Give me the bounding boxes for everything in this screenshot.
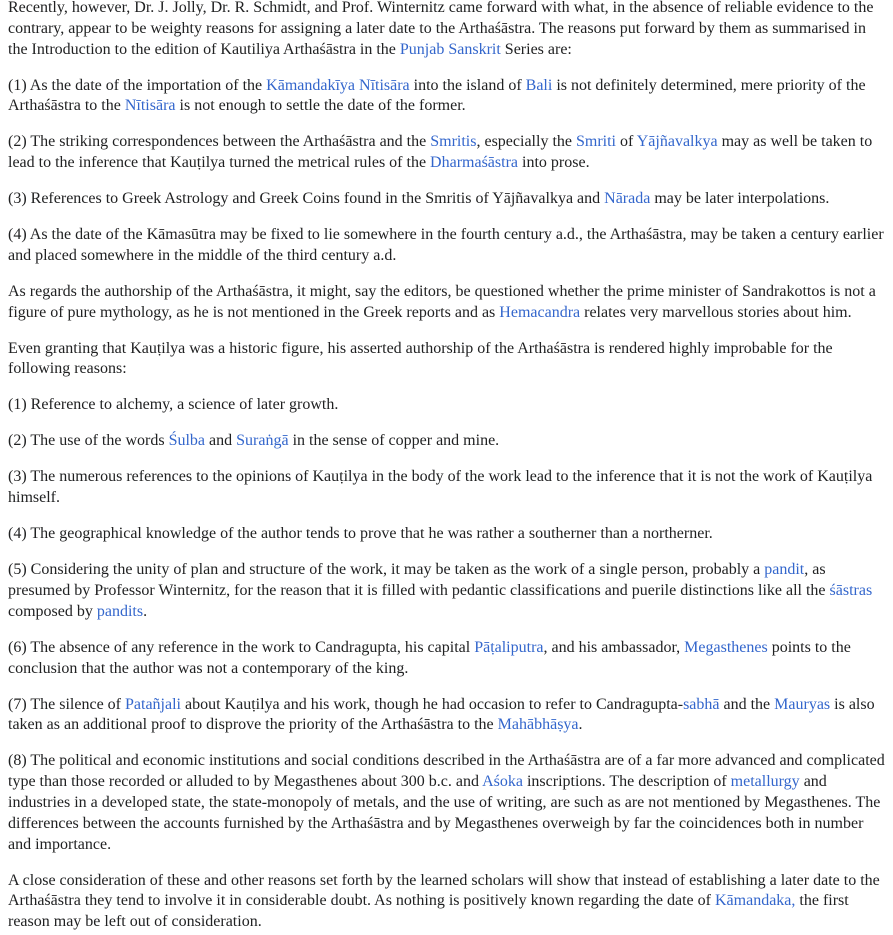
link-hemacandra[interactable]: Hemacandra <box>499 303 581 321</box>
text-run: Even granting that Kauṭilya was a historic figure, his asserted authorship of the Arthaśāstra is rendered highly improbable for the following reasons: <box>8 339 833 378</box>
text-run: may be later interpolations. <box>650 190 830 208</box>
text-run: (4) As the date of the Kāmasūtra may be fixed to lie somewhere in the fourth century a.d., the Arthaśāstra, may be taken a century earlier and placed somewhere in the middle of the third century a.d. <box>8 226 884 264</box>
text-run: (1) Reference to alchemy, a science of later growth. <box>8 396 339 414</box>
paragraph <box>8 871 887 933</box>
text-run: and industries in a developed state, the state-monopoly of metals, and the use of writing, are such as are not mentioned by Megasthenes. The differences between the accounts furnished by the Arthaśāstra and by Megasthenes overweigh by far the coincidences both in number and importance. <box>8 773 881 853</box>
text-run: (2) The striking correspondences between the Arthaśāstra and the <box>8 133 431 151</box>
link-patanjali[interactable]: Patañjali <box>125 695 181 713</box>
text-run: relates very marvellous stories about him. <box>580 303 852 321</box>
text-run: and <box>205 432 237 450</box>
link-pandits[interactable]: pandits <box>96 602 144 620</box>
text-run: is not definitely determined, mere priority of the Arthaśāstra to the <box>8 76 866 115</box>
text-run: of <box>616 133 637 151</box>
paragraph <box>8 467 887 509</box>
link-shastras[interactable]: śāstras <box>829 582 873 599</box>
link-mauryas[interactable]: Mauryas <box>774 695 831 713</box>
link-pandit[interactable]: pandit <box>764 561 805 579</box>
paragraph <box>8 638 887 680</box>
paragraph <box>8 282 887 324</box>
text-run: A close consideration of these and other reasons set forth by the learned scholars will show that instead of establishing a later date to the Arthaśāstra they tend to involve it in considerable doubt. As nothing is positively known regarding the date of <box>8 871 880 910</box>
text-run: into prose. <box>518 154 590 172</box>
text-run: (2) The use of the words <box>8 432 169 450</box>
text-run: about Kauṭilya and his work, though he had occasion to refer to Candragupta- <box>180 695 684 713</box>
text-run: and the <box>719 695 775 713</box>
link-mahabhashya[interactable]: Mahābhāṣya <box>497 716 579 734</box>
text-run: Recently, however, Dr. J. Jolly, Dr. R. Schmidt, and Prof. Winternitz came forward with what, in the absence of reliable evidence to the contrary, appear to be weighty reasons for assigning a later date to the Arthaśāstra. The reasons put forward by them as summarised in the Introduction to the edition of Kautiliya Arthaśāstra in the <box>8 0 874 58</box>
text-run: in the sense of copper and mine. <box>288 432 500 450</box>
link-kamandaka[interactable]: Kāmandaka, <box>714 892 796 910</box>
paragraph <box>8 225 887 267</box>
text-run: (6) The absence of any reference in the work to Candragupta, his capital <box>8 638 475 656</box>
text-run: Series are: <box>500 40 572 58</box>
link-bali[interactable]: Bali <box>525 76 553 94</box>
text-run: . <box>578 716 583 734</box>
text-run: points to the conclusion that the author was not a contemporary of the king. <box>8 638 851 677</box>
text-run: . <box>143 602 148 620</box>
paragraph <box>8 751 887 855</box>
link-dharmashastra[interactable]: Dharmaśāstra <box>430 154 519 172</box>
text-run: composed by <box>8 602 97 620</box>
text-run: , as presumed by Professor Winternitz, for the reason that it is filled with pedantic classifications and puerile distinctions like all the <box>8 561 830 599</box>
paragraph <box>8 189 887 210</box>
text-run: , and his ambassador, <box>543 638 685 656</box>
text-run: (5) Considering the unity of plan and structure of the work, it may be taken as the work of a single person, probably a <box>8 561 765 579</box>
link-kamandakiya-nitisara[interactable]: Kāmandakīya Nītisāra <box>266 76 410 94</box>
link-ashoka[interactable]: Aśoka <box>482 773 523 791</box>
paragraph <box>8 560 887 622</box>
link-pataliputra[interactable]: Pāṭaliputra <box>474 638 544 656</box>
paragraph <box>8 339 887 381</box>
text-run: (3) The numerous references to the opinions of Kauṭilya in the body of the work lead to the inference that it is not the work of Kauṭilya himself. <box>8 468 873 507</box>
paragraph <box>8 395 887 416</box>
paragraph <box>8 0 887 60</box>
paragraph <box>8 431 887 452</box>
link-nitisara[interactable]: Nītisāra <box>124 97 176 115</box>
text-run: may as well be taken to lead to the inference that Kauṭilya turned the metrical rules of the <box>8 133 873 172</box>
text-run: (8) The political and economic institutions and social conditions described in the Arthaśāstra are of a far more advanced and complicated type than those recorded or alluded to by Megasthenes about 300 b.c. and <box>8 752 885 791</box>
text-run: (7) The silence of <box>8 695 125 713</box>
text-run: inscriptions. The description of <box>522 773 731 791</box>
text-run: , especially the <box>476 133 576 151</box>
text-run: (1) As the date of the importation of the <box>8 76 267 94</box>
paragraph <box>8 76 887 118</box>
text-run: (3) References to Greek Astrology and Greek Coins found in the Smritis of Yājñavalkya and <box>8 190 605 208</box>
link-smriti[interactable]: Smriti <box>575 133 616 151</box>
paragraph <box>8 695 887 737</box>
link-narada[interactable]: Nārada <box>604 190 651 208</box>
link-megasthenes[interactable]: Megasthenes <box>684 638 768 656</box>
link-punjab-sanskrit[interactable]: Punjab Sanskrit <box>399 40 501 58</box>
link-smritis[interactable]: Smritis <box>430 133 477 151</box>
text-run: As regards the authorship of the Arthaśāstra, it might, say the editors, be questioned whether the prime minister of Sandrakottos is not a figure of pure mythology, as he is not mentioned in the Greek reports and as <box>8 282 876 321</box>
paragraph <box>8 524 887 545</box>
link-shulba[interactable]: Śulba <box>168 432 206 450</box>
text-run: (4) The geographical knowledge of the author tends to prove that he was rather a southerner than a northerner. <box>8 525 713 543</box>
text-run: into the island of <box>409 76 526 94</box>
text-run: the first reason may be left out of consideration. <box>8 892 849 931</box>
link-sabha[interactable]: sabhā <box>683 695 720 713</box>
link-yajnavalkya[interactable]: Yājñavalkya <box>636 133 718 151</box>
link-suranga[interactable]: Suraṅgā <box>236 432 289 450</box>
text-run: is not enough to settle the date of the former. <box>175 97 466 115</box>
paragraph <box>8 132 887 174</box>
link-metallurgy[interactable]: metallurgy <box>730 773 800 791</box>
text-run: is also taken as an additional proof to disprove the priority of the Arthaśāstra to the <box>8 695 875 734</box>
